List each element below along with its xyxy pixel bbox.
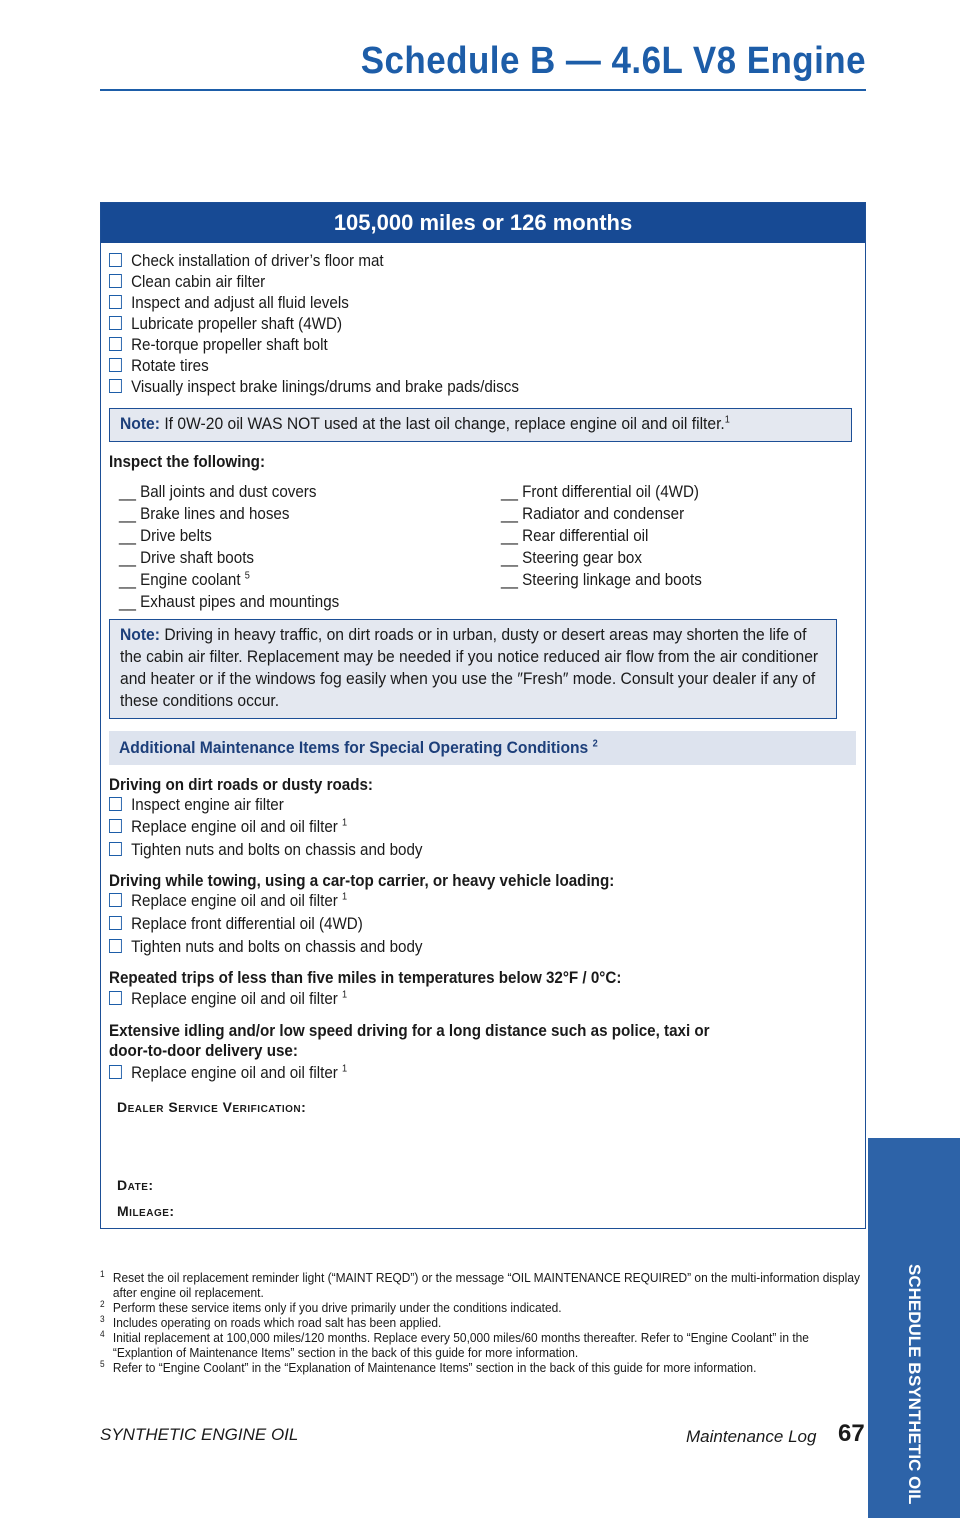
footnotes [100,1270,860,1375]
checkbox[interactable] [109,1065,122,1079]
checkbox[interactable] [109,893,122,907]
checklist-item: Rotate tires [109,356,209,377]
condition-heading-cont: door-to-door delivery use: [109,1042,298,1060]
checkbox[interactable] [109,316,122,330]
checkbox[interactable] [109,253,122,267]
mileage-label: Mileage: [117,1203,175,1219]
interval-header: 105,000 miles or 126 months [101,203,865,243]
checklist-item: Replace engine oil and oil filter $^1$ [109,891,347,912]
condition-heading: Extensive idling and/or low speed driving for a long distance such as police, taxi or [109,1022,710,1040]
side-tab-label: SCHEDULE B SYNTHETIC OIL [905,1264,924,1504]
checkbox[interactable] [109,274,122,288]
box-content [101,243,865,1228]
additional-maintenance-heading: Additional Maintenance Items for Special Operating Conditions $^2$ [109,731,856,765]
checklist-item: Replace engine oil and oil filter $^1$ [109,817,347,838]
checkbox[interactable] [109,916,122,930]
inspect-item: __ Ball joints and dust covers [119,483,317,501]
oil-note: Note: If 0W-20 oil WAS NOT used at the last oil change, replace engine oil and oil filter.$^1$ [109,408,852,442]
footer-section-label: SYNTHETIC ENGINE OIL [100,1425,299,1444]
inspect-item: __ Exhaust pipes and mountings [119,593,340,611]
footnote: 3 Includes operating on roads which road salt has been applied. [100,1314,442,1330]
checklist-item: Check installation of driver’s floor mat [109,251,384,272]
checkbox[interactable] [109,939,122,953]
checklist-item: Re-torque propeller shaft bolt [109,335,328,356]
checklist-item: Tighten nuts and bolts on chassis and body [109,840,423,861]
condition-heading: Driving while towing, using a car-top carrier, or heavy vehicle loading: [109,872,615,890]
condition-heading: Repeated trips of less than five miles in temperatures below 32°F / 0°C: [109,969,622,987]
inspect-item: __ Engine coolant $^5$ [119,570,250,589]
inspect-item: __ Rear differential oil [501,527,649,545]
checklist-item: Replace engine oil and oil filter $^1$ [109,1063,347,1084]
cabin-filter-note: Note: Driving in heavy traffic, on dirt roads or in urban, dusty or desert areas may shorten the life of the cabin air filter. Replacement may be needed if you notice reduced air flow from the air conditioner and heater or if the windows fog easily when you use the ″Fresh″ mode. Consult your dealer if any of these conditions occur. [109,619,837,719]
checklist-item: Clean cabin air filter [109,272,265,293]
checklist-item: Replace engine oil and oil filter $^1$ [109,989,347,1010]
inspect-item: __ Brake lines and hoses [119,505,290,523]
checkbox[interactable] [109,379,122,393]
inspect-item: __ Radiator and condenser [501,505,685,523]
condition-heading: Driving on dirt roads or dusty roads: [109,776,373,794]
checkbox[interactable] [109,819,122,833]
footnote: 2 Perform these service items only if you drive primarily under the conditions indicated. [100,1299,562,1315]
checklist-item: Inspect engine air filter [109,795,284,816]
checklist-item: Lubricate propeller shaft (4WD) [109,314,342,335]
inspect-item: __ Front differential oil (4WD) [501,483,699,501]
checkbox[interactable] [109,991,122,1005]
inspect-item: __ Drive belts [119,527,212,545]
inspect-item: __ Steering gear box [501,549,642,567]
inspect-item: __ Drive shaft boots [119,549,255,567]
checkbox[interactable] [109,797,122,811]
page-number: 67 [838,1420,865,1447]
checkbox[interactable] [109,295,122,309]
checkbox[interactable] [109,842,122,856]
footnote: 1 Reset the oil replacement reminder light (“MAINT REQD”) or the message “OIL MAINTENANCE REQUIRED” on the multi-information display after engine oil replacement. [100,1269,860,1300]
dealer-verification-label: Dealer Service Verification: [117,1099,307,1115]
footer-log-label: Maintenance Log [686,1427,817,1446]
date-label: Date: [117,1177,154,1193]
inspect-item: __ Steering linkage and boots [501,571,702,589]
title-divider [100,89,866,91]
checklist-item: Visually inspect brake linings/drums and brake pads/discs [109,377,519,398]
footnote: 5 Refer to “Engine Coolant” in the “Explanation of Maintenance Items” section in the back of this guide for more information. [100,1359,757,1375]
maintenance-box [100,202,866,1229]
page-title: Schedule B — 4.6L V8 Engine [360,40,866,82]
checklist-item: Tighten nuts and bolts on chassis and body [109,937,423,958]
checkbox[interactable] [109,358,122,372]
inspect-heading: Inspect the following: [109,453,266,471]
checklist-item: Inspect and adjust all fluid levels [109,293,349,314]
footnote: 4 Initial replacement at 100,000 miles/120 months. Replace every 50,000 miles/60 months thereafter. Refer to “Engine Coolant” in the “Explantion of Maintenance Items” section in the back of this guide for more information. [100,1329,809,1360]
checklist-item: Replace front differential oil (4WD) [109,914,363,935]
checkbox[interactable] [109,337,122,351]
